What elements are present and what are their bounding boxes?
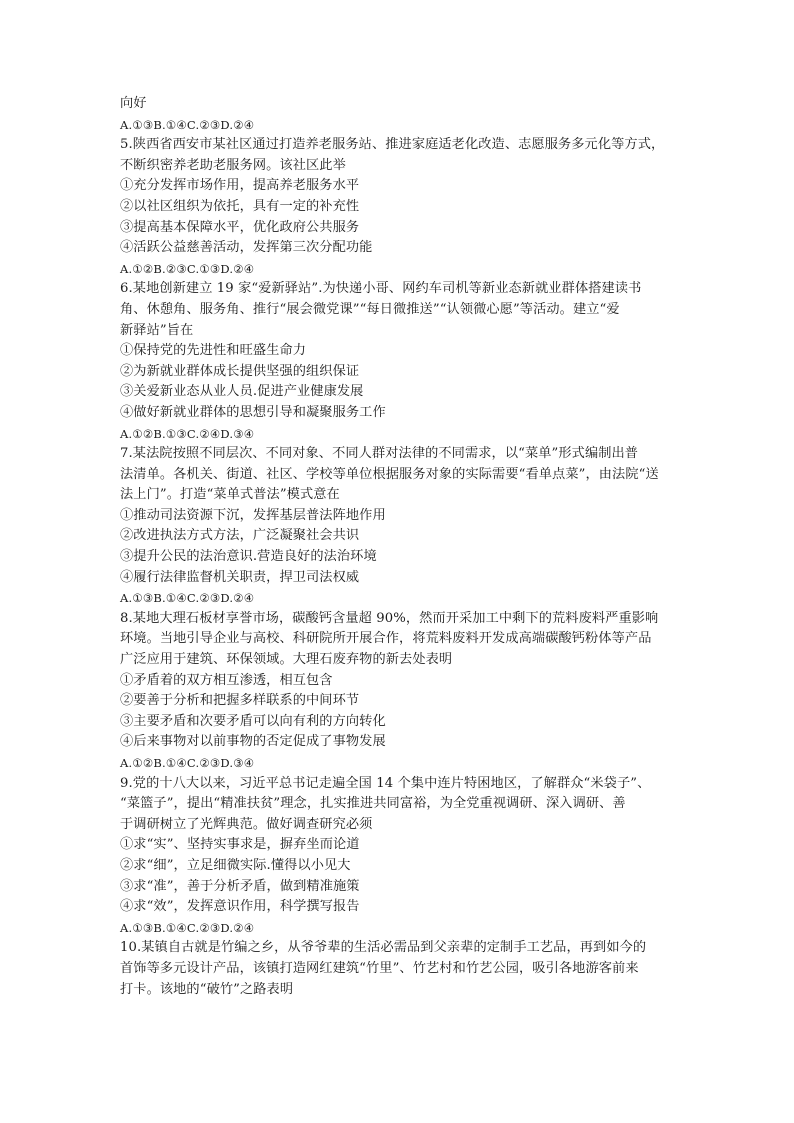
question-stem: 6.某地创新建立 19 家“爱新驿站”.为快递小哥、网约车司机等新业态新就业群体搭建读书 [120,281,642,297]
question-7 [120,444,690,609]
question-stem: “菜篮子”，提出“精准扶贫”理念，扎实推进共同富裕，为全党重视调研、深入调研、善 [120,796,626,812]
question-stem: 9.党的十八大以来，习近平总书记走遍全国 14 个集中连片特困地区，了解群众“米袋子”、 [120,775,651,791]
statement-option: ①保持党的先进性和旺盛生命力 [120,343,307,359]
question-stem: 角、休憩角、服务角、推行“展会微党课”“每日微推送”“认领微心愿”等活动。建立“爱 [120,301,620,317]
statement-option: ②改进执法方式方法，广泛凝聚社会共识 [120,528,360,544]
statement-option: ④做好新就业群体的思想引导和凝聚服务工作 [120,404,386,420]
statement-option: ②为新就业群体成长提供坚强的组织保证 [120,363,360,379]
question-stem: 于调研树立了光辉典范。做好调查研究必须 [120,816,373,832]
question-stem: 5.陕西省西安市某社区通过打造养老服务站、推进家庭适老化改造、志愿服务多元化等方式， [120,137,665,153]
statement-option: ②以社区组织为依托，具有一定的补充性 [120,198,360,214]
question-stem: 法上门”。打造“菜单式普法”模式意在 [120,487,340,503]
statement-option: ①推动司法资源下沉，发挥基层普法阵地作用 [120,507,386,523]
question-stem: 7.某法院按照不同层次、不同对象、不同人群对法律的不同需求，以“菜单”形式编制出普 [120,446,639,462]
question-stem: 10.某镇自古就是竹编之乡，从爷爷辈的生活必需品到父亲辈的定制手工艺品，再到如今的 [120,940,647,956]
statement-option: ②要善于分析和把握多样联系的中间环节 [120,693,360,709]
answer-choices: A.①②B.②③C.①③D.②④ [120,261,255,276]
answer-choices-4: A.①③B.①④C.②③D.②④ [120,117,255,132]
question-stem: 打卡。该地的“破竹”之路表明 [120,981,294,997]
question-6 [120,279,690,444]
statement-option: ④履行法律监督机关职责，捍卫司法权威 [120,569,360,585]
question-stem: 不断织密养老助老服务网。该社区此举 [120,157,346,173]
statement-option: ④后来事物对以前事物的否定促成了事物发展 [120,734,386,750]
question-8 [120,609,690,774]
statement-option: ④活跃公益慈善活动，发挥第三次分配功能 [120,240,373,256]
question-stem: 法清单。各机关、街道、社区、学校等单位根据服务对象的实际需要“看单点菜”，由法院“送 [120,466,659,482]
statement-option: ③主要矛盾和次要矛盾可以向有利的方向转化 [120,713,386,729]
statement-option: ③提高基本保障水平，优化政府公共服务 [120,219,360,235]
question-stem: 首饰等多元设计产品，该镇打造网红建筑“竹里”、竹艺村和竹艺公园，吸引各地游客前来 [120,960,639,976]
continued-text: 向好 [120,96,147,111]
statement-option: ③求“准”，善于分析矛盾，做到精准施策 [120,878,360,894]
exam-page [120,94,690,1000]
statement-option: ①充分发挥市场作用，提高养老服务水平 [120,178,360,194]
question-stem: 8.某地大理石板材享誉市场，碳酸钙含量超 90%，然而开采加工中剩下的荒料废料严重影响 [120,610,659,626]
question-stem: 广泛应用于建筑、环保领域。大理石废弃物的新去处表明 [120,652,453,668]
question-stem: 新驿站”旨在 [120,322,194,338]
statement-option: ③提升公民的法治意识.营造良好的法治环境 [120,549,377,565]
statement-option: ②求“细”，立足细微实际.懂得以小见大 [120,857,351,873]
answer-choices: A.①③B.①④C.②③D.②④ [120,920,255,935]
question-10 [120,938,690,1000]
question-5 [120,135,690,279]
answer-choices: A.①③B.①④C.②③D.②④ [120,591,255,606]
question-9 [120,774,690,939]
answer-choices: A.①②B.①③C.②④D.③④ [120,426,255,441]
statement-option: ①求“实”、坚持实事求是，摒弃坐而论道 [120,837,360,853]
answer-choices: A.①②B.①④C.②③D.③④ [120,756,255,770]
question-stem: 环境。当地引导企业与高校、科研院所开展合作，将荒料废料开发成高端碳酸钙粉体等产品 [120,631,652,647]
statement-option: ③关爱新业态从业人员.促进产业健康发展 [120,384,364,400]
statement-option: ④求“效”，发挥意识作用，科学撰写报告 [120,899,360,915]
statement-option: ①矛盾着的双方相互渗透，相互包含 [120,672,333,688]
